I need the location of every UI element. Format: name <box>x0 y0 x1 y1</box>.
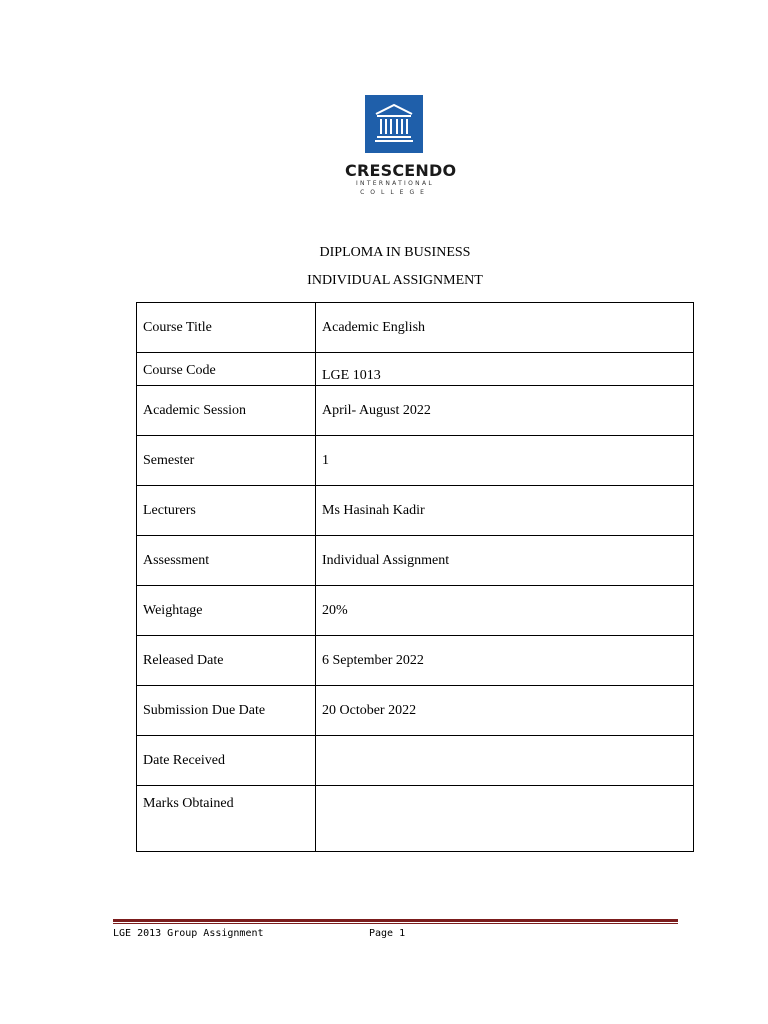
building-icon <box>365 95 423 153</box>
table-row <box>137 636 694 686</box>
row-value: Individual Assignment <box>316 536 694 586</box>
row-label: Course Title <box>137 303 316 353</box>
table-row <box>137 736 694 786</box>
row-value <box>316 786 694 852</box>
table-row <box>137 486 694 536</box>
assignment-info-table <box>136 302 694 852</box>
row-value: Ms Hasinah Kadir <box>316 486 694 536</box>
row-value: 20% <box>316 586 694 636</box>
row-value <box>316 736 694 786</box>
row-value: Academic English <box>316 303 694 353</box>
row-label: Marks Obtained <box>137 786 316 852</box>
row-label: Released Date <box>137 636 316 686</box>
footer-page-number: Page 1 <box>369 928 406 939</box>
row-label: Semester <box>137 436 316 486</box>
document-title: DIPLOMA IN BUSINESS <box>319 245 471 260</box>
logo-subtitle-2: COLLEGE <box>360 189 430 196</box>
row-value: April- August 2022 <box>316 386 694 436</box>
document-subtitle: INDIVIDUAL ASSIGNMENT <box>307 273 483 288</box>
table-row <box>137 353 694 386</box>
table-row <box>137 386 694 436</box>
table-row <box>137 303 694 353</box>
logo-subtitle-1: INTERNATIONAL <box>355 180 434 187</box>
table-row <box>137 786 694 852</box>
row-label: Assessment <box>137 536 316 586</box>
row-label: Weightage <box>137 586 316 636</box>
row-label: Submission Due Date <box>137 686 316 736</box>
row-label: Lecturers <box>137 486 316 536</box>
table-row <box>137 536 694 586</box>
logo-name: CRESCENDO <box>345 161 457 180</box>
row-label: Course Code <box>137 353 316 386</box>
table-row <box>137 436 694 486</box>
footer-rule-thin <box>113 923 678 924</box>
row-value: 6 September 2022 <box>316 636 694 686</box>
row-value: LGE 1013 <box>316 353 694 386</box>
table-row <box>137 686 694 736</box>
footer-rule-thick <box>113 919 678 922</box>
row-label: Academic Session <box>137 386 316 436</box>
footer-rule <box>113 919 678 924</box>
row-value: 20 October 2022 <box>316 686 694 736</box>
footer-course-label: LGE 2013 Group Assignment <box>113 928 264 939</box>
row-label: Date Received <box>137 736 316 786</box>
table-row <box>137 586 694 636</box>
row-value: 1 <box>316 436 694 486</box>
